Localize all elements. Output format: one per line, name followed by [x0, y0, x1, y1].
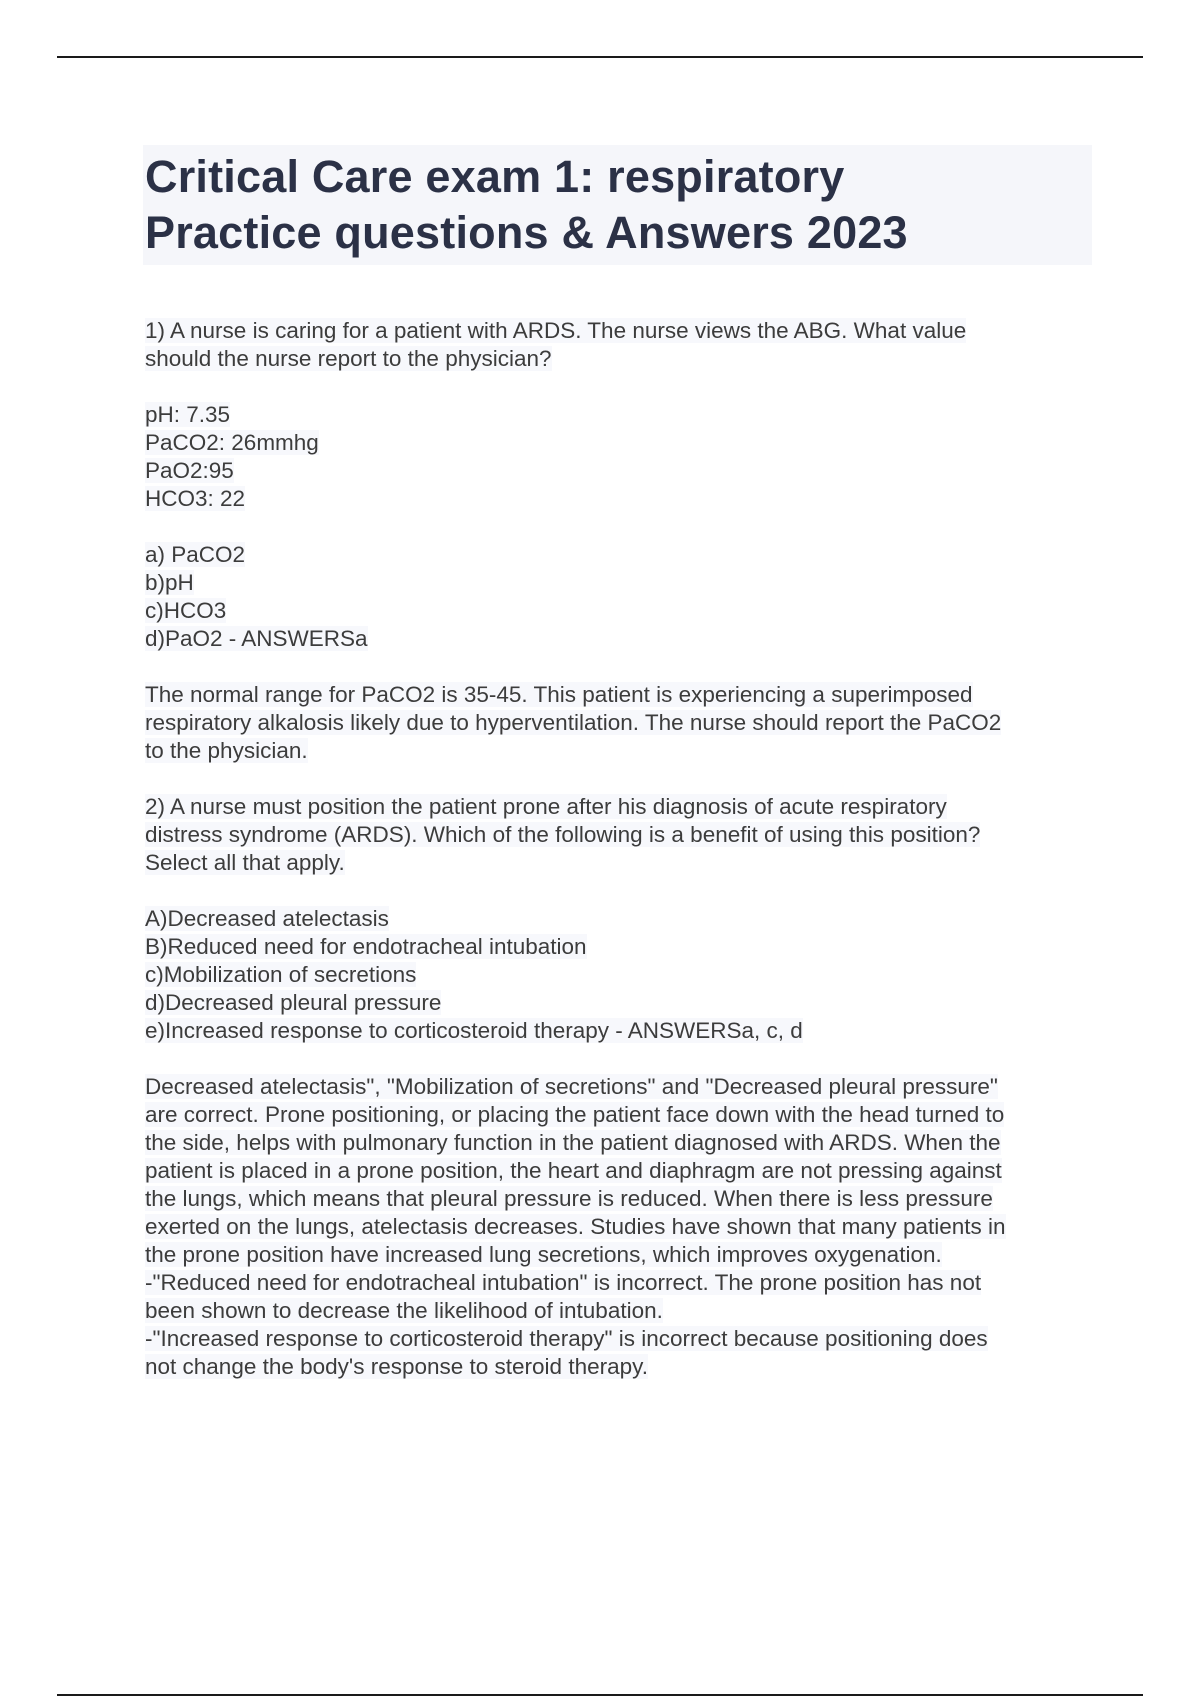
document-content	[145, 145, 1090, 1409]
rationale-line: The normal range for PaCO2 is 35-45. This patient is experiencing a superimposed	[145, 682, 973, 707]
rationale-line: respiratory alkalosis likely due to hyperventilation. The nurse should report the PaCO2	[145, 710, 1002, 735]
question-line: should the nurse report to the physician?	[145, 346, 552, 371]
answer-option: d)Decreased pleural pressure	[145, 990, 442, 1015]
abg-value: HCO3: 22	[145, 486, 246, 511]
rationale-line: the side, helps with pulmonary function in the patient diagnosed with ARDS. When the	[145, 1130, 1001, 1155]
rationale-line: patient is placed in a prone position, the heart and diaphragm are not pressing against	[145, 1158, 1002, 1183]
abg-value: pH: 7.35	[145, 402, 231, 427]
answer-option: c)Mobilization of secretions	[145, 962, 417, 987]
question-1-options	[145, 541, 1090, 653]
rationale-line: been shown to decrease the likelihood of intubation.	[145, 1298, 663, 1323]
rationale-line: Decreased atelectasis", "Mobilization of secretions" and "Decreased pleural pressure"	[145, 1074, 998, 1099]
answer-option: e)Increased response to corticosteroid therapy - ANSWERSa, c, d	[145, 1018, 803, 1043]
question-2-rationale	[145, 1073, 1090, 1381]
title-line: Practice questions & Answers 2023	[145, 207, 908, 258]
abg-value: PaO2:95	[145, 458, 234, 483]
answer-option: d)PaO2 - ANSWERSa	[145, 626, 368, 651]
top-divider	[57, 56, 1143, 58]
abg-value: PaCO2: 26mmhg	[145, 430, 319, 455]
question-line: 2) A nurse must position the patient prone after his diagnosis of acute respiratory	[145, 794, 947, 819]
document-body	[145, 317, 1090, 1381]
rationale-line: not change the body's response to steroid therapy.	[145, 1354, 648, 1379]
abg-values	[145, 401, 1090, 513]
title-line: Critical Care exam 1: respiratory	[145, 151, 845, 202]
rationale-line: the prone position have increased lung secretions, which improves oxygenation.	[145, 1242, 942, 1267]
document-title	[143, 145, 1092, 265]
answer-option: a) PaCO2	[145, 542, 246, 567]
question-2	[145, 793, 1090, 877]
answer-option: A)Decreased atelectasis	[145, 906, 389, 931]
answer-option: B)Reduced need for endotracheal intubation	[145, 934, 587, 959]
rationale-line: exerted on the lungs, atelectasis decreases. Studies have shown that many patients in	[145, 1214, 1006, 1239]
question-line: Select all that apply.	[145, 850, 345, 875]
bottom-divider	[57, 1694, 1143, 1696]
question-1	[145, 317, 1090, 373]
answer-option: c)HCO3	[145, 598, 227, 623]
rationale-line: -"Reduced need for endotracheal intubation" is incorrect. The prone position has not	[145, 1270, 982, 1295]
rationale-line: the lungs, which means that pleural pressure is reduced. When there is less pressure	[145, 1186, 993, 1211]
rationale-line: -"Increased response to corticosteroid therapy" is incorrect because positioning does	[145, 1326, 988, 1351]
question-1-rationale	[145, 681, 1090, 765]
question-line: distress syndrome (ARDS). Which of the following is a benefit of using this position?	[145, 822, 981, 847]
question-2-options	[145, 905, 1090, 1045]
answer-option: b)pH	[145, 570, 194, 595]
question-line: 1) A nurse is caring for a patient with ARDS. The nurse views the ABG. What value	[145, 318, 967, 343]
rationale-line: to the physician.	[145, 738, 308, 763]
rationale-line: are correct. Prone positioning, or placing the patient face down with the head turned to	[145, 1102, 1005, 1127]
